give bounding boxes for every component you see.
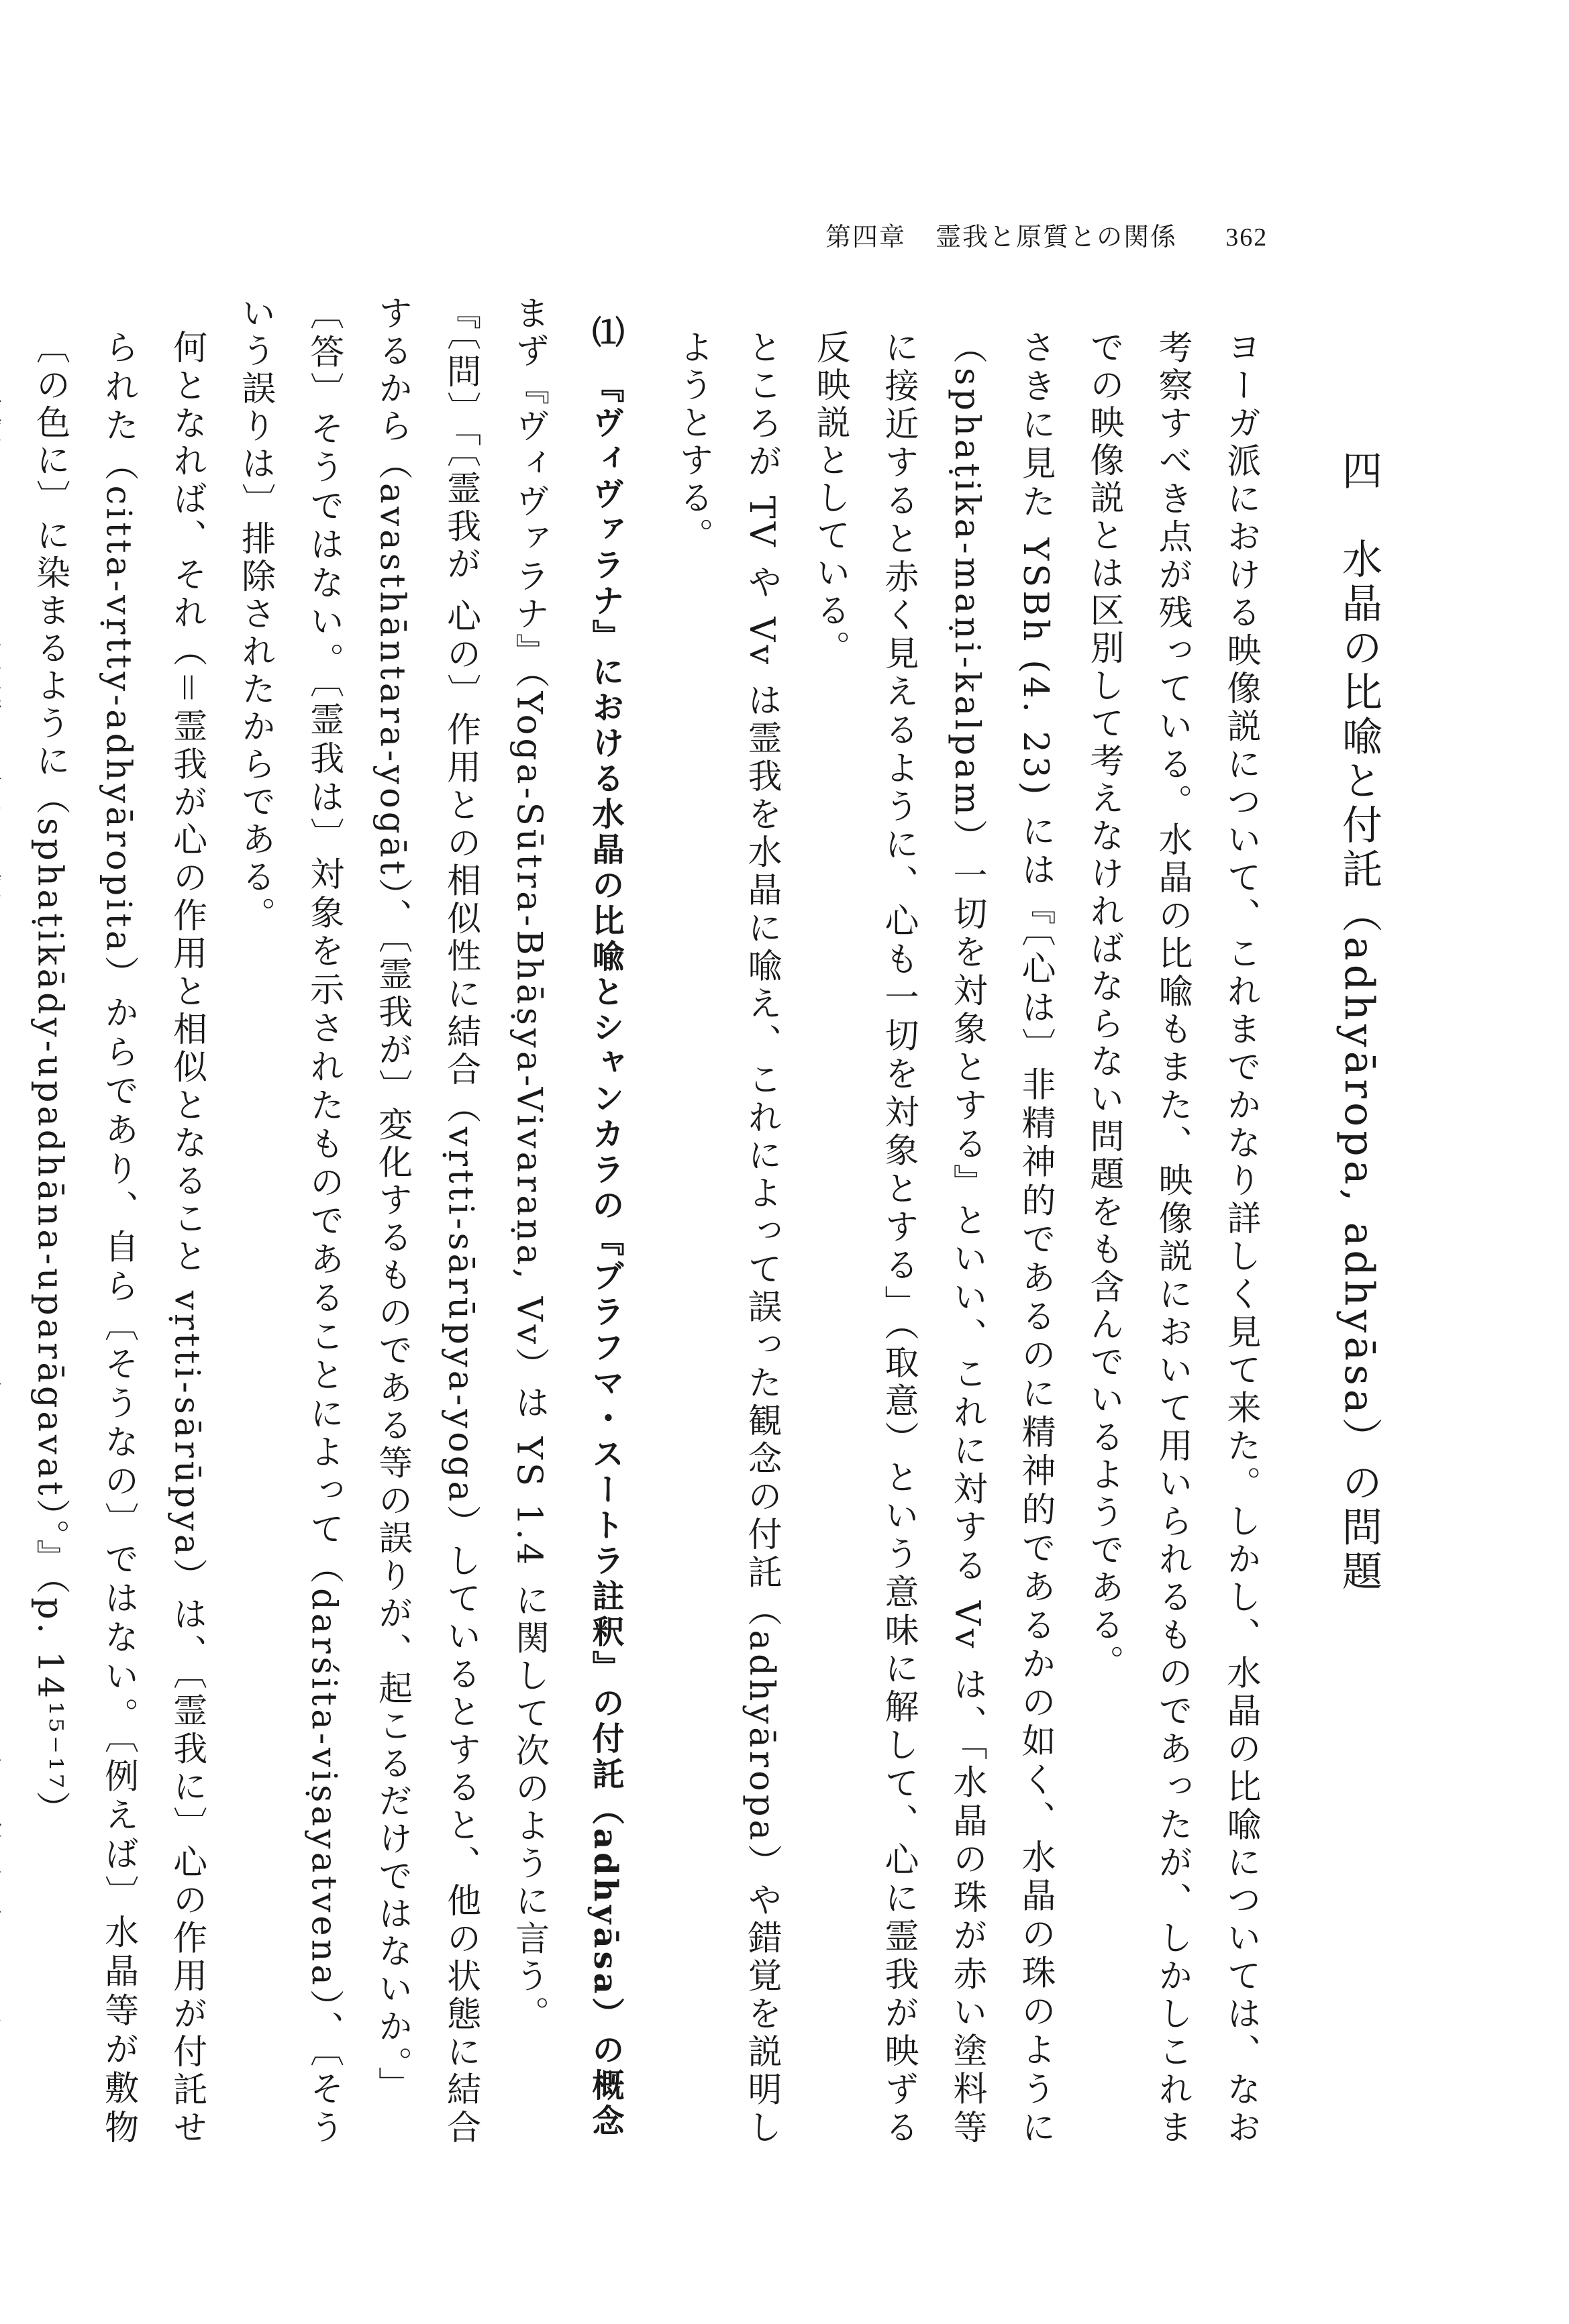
page-number: 362 (1225, 223, 1268, 252)
paragraph: まず『ヴィヴァラナ』（Yoga-Sūtra-Bhāṣya-Vivaraṇa, Vv）は YS 1.4 に関して次のように言う。 (509, 295, 549, 2034)
paragraph: ヨーガ派における映像説について、これまでかなり詳しく見て来た。しかし、水晶の比喩については、なお考察すべき点が残っている。水晶の比喩もまた、映像説において用いられるものであったが、しかしこれまでの映像説とは区別して考えなければならない問題をも含んでいるようである。 (1084, 329, 1260, 2147)
quote-paragraph: 何となれば、それ（＝霊我が心の作用と相似となること vṛtti-sārūpya）は、〔霊我に〕心の作用が付託せられた（citta-vṛtty-adhyāropita）からであり、自ら〔そうなの〕ではない。〔例えば〕水晶等が敷物〔の色に〕に染まるように（sphaṭikādy-upadhāna-uparāgavat）。』（p. 14¹⁵⁻¹⁷） (30, 329, 207, 2147)
chapter-label: 第四章 (825, 222, 907, 252)
quote-paragraph: 〔答〕そうではない。〔霊我は〕対象を示されたものであることによって（darśita-viṣayatvena）、〔そういう誤りは〕排除されたからである。 (235, 295, 344, 2147)
paragraph: ところが TV や Vv は霊我を水晶に喩え、これによって誤った観念の付託（adhyāropa）や錯覚を説明しようとする。 (673, 329, 781, 2147)
subsection-title: ⑴ 『ヴィヴァラナ』における水晶の比喩とシャンカラの『ブラフマ・スートラ註釈』の付託（adhyāsa）の概念 (587, 315, 624, 2140)
section-title: 四 水晶の比喩と付託（adhyāropa, adhyāsa）の問題 (1335, 450, 1382, 1595)
running-header (825, 216, 1268, 253)
vertical-body-text (30, 295, 1391, 2147)
paragraph (0, 295, 15, 2147)
quote-paragraph: 『〔問〕「〔霊我が 心の〕作用との相似性に結合（vṛtti-sārūpya-yoga）しているとすると、他の状態に結合するから（avasthāntara-yogāt）、〔霊我が〕変化するものである等の誤りが、起こるだけではないか。」 (372, 295, 480, 2147)
chapter-title: 霊我と原質との関係 (935, 222, 1178, 252)
paragraph: さきに見た YSBh (4. 23) には『〔心は〕非精神的であるのに精神的であるかの如く、水晶の珠のように（sphaṭika-maṇi-kalpam）一切を対象とする』といい、これに対する Vv は、「水晶の珠が赤い塗料等に接近すると赤く見えるように、心も一切を対象とする」（取意）という意味に解して、心に霊我が映ずる反映説としている。 (810, 329, 1055, 2147)
